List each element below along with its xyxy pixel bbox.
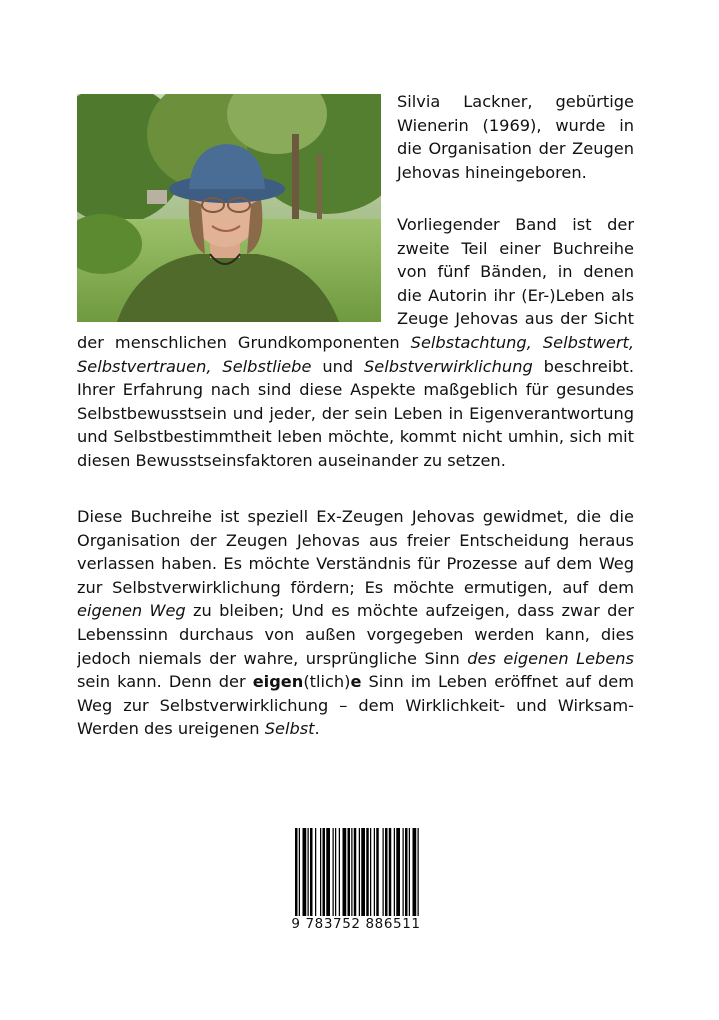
- paragraph-dedication: [77, 505, 634, 741]
- isbn-number: 9 783752 886511: [281, 916, 431, 932]
- barcode-bar: [374, 828, 375, 918]
- barcode-bar: [389, 828, 392, 918]
- text-line: Silvia Lackner, gebürtige: [397, 92, 634, 111]
- text-line: zur Selbstverwirklichung fördern; Es möchte ermutigen, auf dem: [77, 577, 634, 597]
- barcode-bar: [310, 828, 313, 918]
- text-line: die Autorin ihr (Er-)Leben als: [397, 285, 634, 305]
- barcode-bar: [403, 828, 404, 918]
- barcode-bar: [385, 828, 388, 918]
- text-line: die Organisation der Zeugen: [397, 139, 634, 159]
- text-line: verlassen haben. Es möchte Verständnis für Prozesse auf dem Weg: [77, 554, 634, 574]
- text-line: Werden des ureigenen Selbst.: [77, 719, 320, 739]
- barcode-bar: [413, 828, 417, 918]
- text-line: Selbstbewusstsein und jeder, der sein Leben in Eigenverantwortung: [77, 403, 634, 423]
- text-line: eigenen Weg zu bleiben; Und es möchte aufzeigen, dass zwar der: [77, 601, 634, 621]
- text-line: sein kann. Denn der eigen(tlich)e Sinn im Leben eröffnet auf dem: [77, 672, 634, 692]
- text-line: Vorliegender Band ist der: [397, 215, 634, 234]
- author-intro: [397, 90, 634, 184]
- barcode-bar: [343, 828, 347, 918]
- text-line: Wienerin (1969), wurde in: [397, 115, 634, 135]
- text-line: Organisation der Zeugen Jehovas aus freier Entscheidung heraus: [77, 530, 634, 550]
- book-intro: [397, 213, 634, 331]
- barcode-bar: [376, 828, 379, 918]
- text-line: Zeuge Jehovas aus der Sicht: [397, 309, 634, 329]
- barcode-bar: [320, 828, 321, 918]
- text-line: der menschlichen Grundkomponenten Selbstachtung, Selbstwert,: [77, 333, 634, 352]
- text-line: und Selbstbestimmtheit leben möchte, kommt nicht umhin, sich mit: [77, 427, 634, 447]
- text-line: Ihrer Erfahrung nach sind diese Aspekte maßgeblich für gesundes: [77, 380, 634, 400]
- text-line: Diese Buchreihe ist speziell Ex-Zeugen Jehovas gewidmet, die die: [77, 507, 634, 526]
- barcode-bar: [303, 828, 307, 918]
- barcode-bar: [396, 828, 400, 918]
- barcode-bar: [335, 828, 336, 918]
- barcode-bar: [361, 828, 365, 918]
- text-line: zweite Teil einer Buchreihe: [397, 238, 634, 258]
- barcode-bar: [394, 828, 395, 918]
- barcode-bar: [366, 828, 369, 918]
- barcode-bar: [370, 828, 371, 918]
- text-line: Jehovas hineingeboren.: [397, 162, 587, 182]
- paragraph-book-description: [77, 331, 634, 473]
- barcode-bar: [326, 828, 330, 918]
- barcode-bar: [409, 828, 410, 918]
- barcode-bar: [383, 828, 384, 918]
- text-line: Lebenssinn durchaus von außen vorgegeben werden kann, dies: [77, 624, 634, 644]
- barcode-bar: [405, 828, 408, 918]
- text-line: Selbstvertrauen, Selbstliebe und Selbstverwirklichung beschreibt.: [77, 356, 634, 376]
- text-line: diesen Bewusstseinsfaktoren auseinander zu setzen.: [77, 450, 506, 470]
- author-photo: [77, 94, 381, 322]
- barcode-bar: [323, 828, 326, 918]
- text-line: von fünf Bänden, in denen: [397, 262, 634, 282]
- barcode-bar: [351, 828, 352, 918]
- barcode-bar: [348, 828, 351, 918]
- barcode-bar: [308, 828, 309, 918]
- barcode-bar: [339, 828, 340, 918]
- text-line: Weg zur Selbstverwirklichung – dem Wirklichkeit- und Wirksam-: [77, 695, 634, 715]
- barcode-bar: [315, 828, 316, 918]
- text-line: jedoch niemals der wahre, ursprüngliche Sinn des eigenen Lebens: [77, 648, 634, 668]
- barcode-bar: [333, 828, 334, 918]
